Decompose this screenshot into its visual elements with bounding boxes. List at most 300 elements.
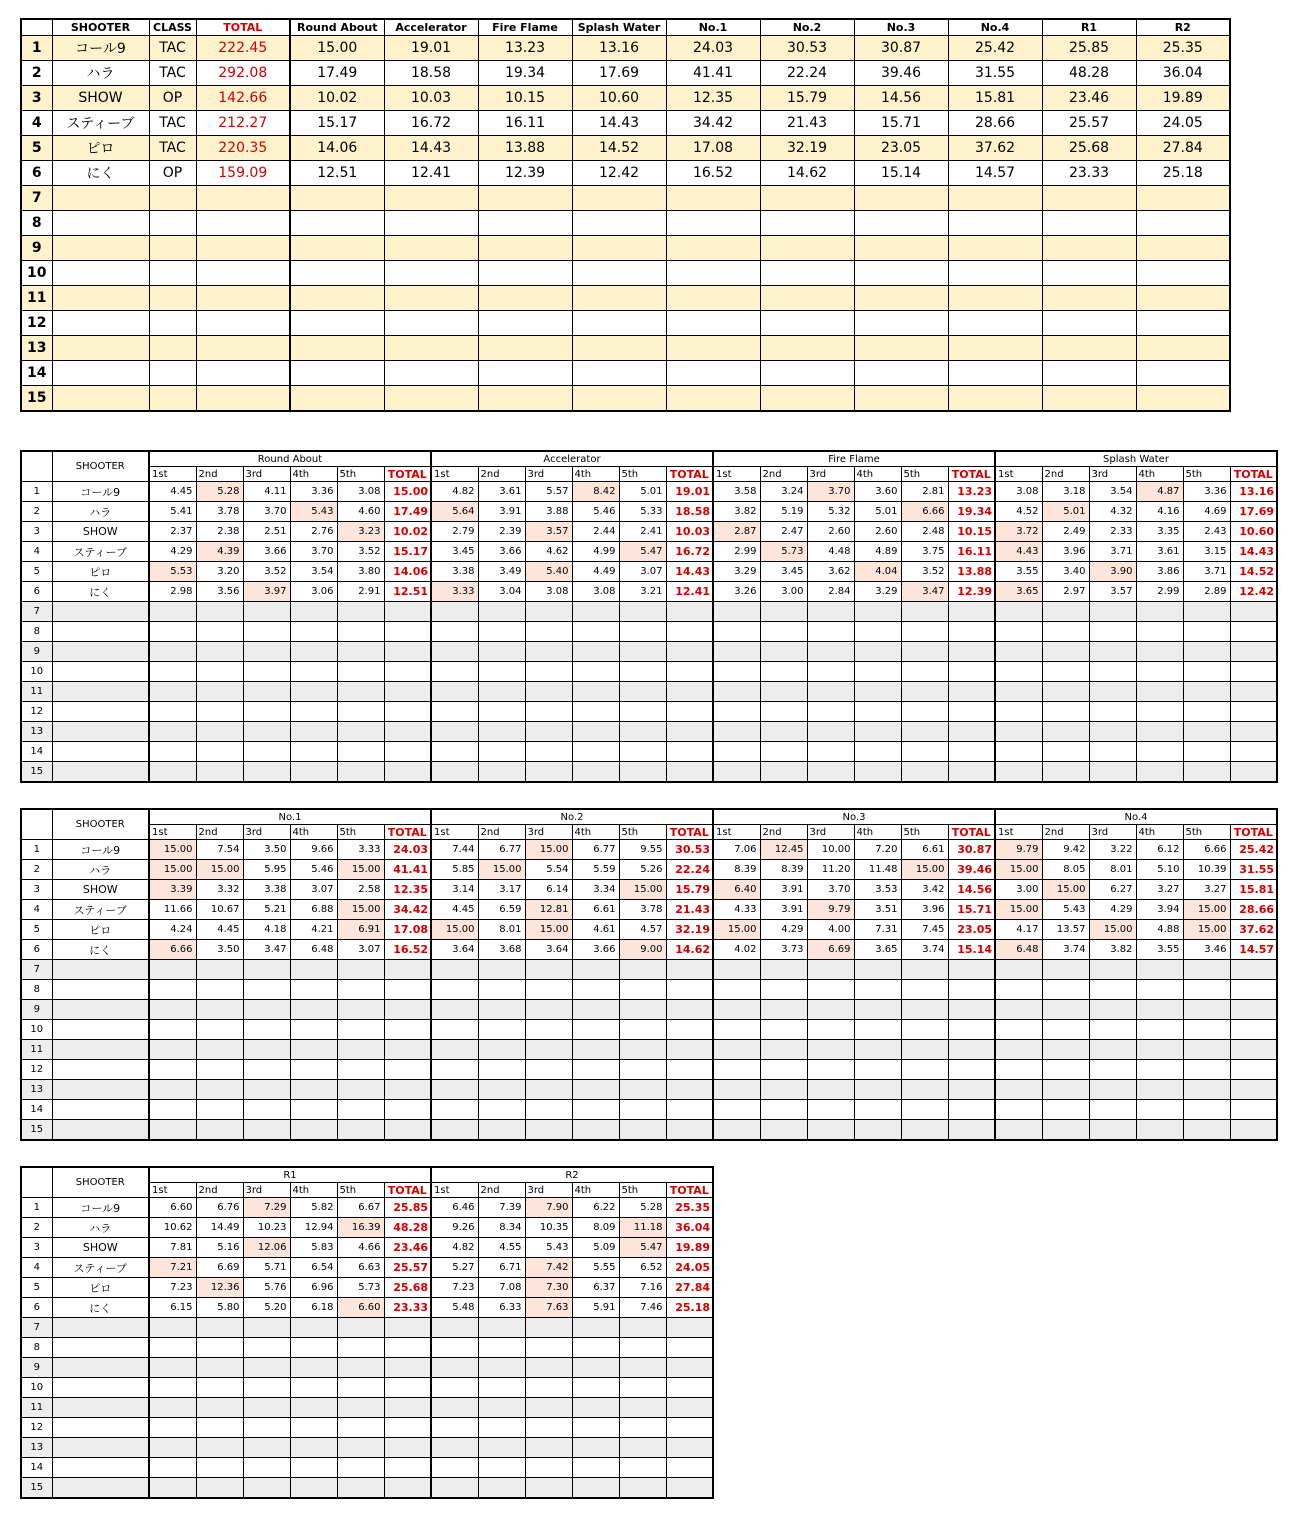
stage-total-cell: 10.60 — [1230, 522, 1277, 542]
run-time-cell — [478, 762, 525, 783]
stage-total-cell: 15.00 — [384, 482, 431, 502]
stage-time-cell: 25.85 — [1042, 36, 1136, 61]
run-header: 2nd — [1042, 825, 1089, 840]
run-time-cell — [1136, 762, 1183, 783]
run-time-cell — [431, 1318, 478, 1338]
run-time-cell — [713, 722, 760, 742]
run-header: 5th — [901, 467, 948, 482]
run-time-cell: 3.20 — [196, 562, 243, 582]
shooter-name — [52, 1418, 149, 1438]
run-time-cell — [525, 1120, 572, 1141]
run-time-cell: 2.60 — [854, 522, 901, 542]
run-time-cell — [619, 1100, 666, 1120]
stage-total-cell — [384, 1020, 431, 1040]
shooter-name: ハラ — [52, 502, 149, 522]
run-time-cell — [290, 742, 337, 762]
stage-time-cell — [290, 211, 384, 236]
run-time-cell: 6.27 — [1089, 880, 1136, 900]
run-time-cell: 10.23 — [243, 1218, 290, 1238]
detail-row — [21, 1398, 713, 1418]
class-cell: TAC — [149, 136, 196, 161]
run-time-cell: 4.57 — [619, 920, 666, 940]
run-header: 5th — [1183, 825, 1230, 840]
run-time-cell — [478, 1458, 525, 1478]
run-header: 4th — [854, 467, 901, 482]
run-time-cell: 6.66 — [901, 502, 948, 522]
run-time-cell — [337, 1398, 384, 1418]
run-time-cell — [243, 1418, 290, 1438]
run-time-cell: 3.52 — [337, 542, 384, 562]
detail-row — [21, 1060, 1277, 1080]
run-time-cell — [572, 1040, 619, 1060]
stage-time-cell — [760, 311, 854, 336]
stage-name-header: Round About — [149, 451, 431, 467]
run-time-cell — [807, 642, 854, 662]
stage-total-cell — [666, 1478, 713, 1499]
run-time-cell: 3.70 — [243, 502, 290, 522]
run-time-cell — [149, 1358, 196, 1378]
run-time-cell — [807, 960, 854, 980]
run-time-cell: 11.48 — [854, 860, 901, 880]
run-header: 5th — [337, 467, 384, 482]
stage-total-cell — [1230, 1120, 1277, 1141]
run-time-cell — [995, 622, 1042, 642]
run-header: 1st — [149, 825, 196, 840]
stage-time-cell: 10.02 — [290, 86, 384, 111]
run-time-cell — [196, 1020, 243, 1040]
run-time-cell — [572, 1120, 619, 1141]
stage-time-cell — [290, 261, 384, 286]
run-time-cell: 3.65 — [854, 940, 901, 960]
total-cell: 212.27 — [196, 111, 290, 136]
run-time-cell: 2.43 — [1183, 522, 1230, 542]
run-time-cell — [1089, 762, 1136, 783]
run-time-cell — [431, 1418, 478, 1438]
run-time-cell: 4.82 — [431, 482, 478, 502]
run-time-cell: 3.68 — [478, 940, 525, 960]
stage-time-cell — [1042, 286, 1136, 311]
run-time-cell: 15.00 — [995, 900, 1042, 920]
run-time-cell: 6.60 — [337, 1298, 384, 1318]
shooter-name — [52, 980, 149, 1000]
stage-time-cell: 10.15 — [478, 86, 572, 111]
run-header: 1st — [431, 825, 478, 840]
stage-time-cell — [760, 286, 854, 311]
run-time-cell — [854, 642, 901, 662]
run-time-cell: 5.73 — [760, 542, 807, 562]
run-time-cell: 4.69 — [1183, 502, 1230, 522]
run-time-cell: 3.21 — [619, 582, 666, 602]
run-time-cell — [619, 602, 666, 622]
run-time-cell — [243, 722, 290, 742]
run-time-cell: 3.74 — [901, 940, 948, 960]
shooter-name: SHOW — [52, 1238, 149, 1258]
row-number: 13 — [21, 1080, 52, 1100]
stage-total-cell — [384, 662, 431, 682]
summary-header-cell: R2 — [1136, 19, 1230, 36]
shooter-name: ピロ — [52, 562, 149, 582]
run-time-cell: 4.39 — [196, 542, 243, 562]
stage-name-header: Fire Flame — [713, 451, 995, 467]
stage-time-cell — [948, 211, 1042, 236]
stage-time-cell: 23.33 — [1042, 161, 1136, 186]
run-time-cell — [807, 742, 854, 762]
run-time-cell — [196, 1338, 243, 1358]
run-time-cell — [807, 980, 854, 1000]
run-time-cell — [1042, 980, 1089, 1000]
stage-total-cell: 25.35 — [666, 1198, 713, 1218]
stage-total-cell: 18.58 — [666, 502, 713, 522]
run-time-cell — [149, 622, 196, 642]
run-time-cell — [525, 682, 572, 702]
run-time-cell — [243, 682, 290, 702]
run-time-cell: 15.00 — [337, 900, 384, 920]
run-time-cell — [619, 722, 666, 742]
run-time-cell — [619, 762, 666, 783]
run-time-cell — [525, 1418, 572, 1438]
run-time-cell: 5.01 — [1042, 502, 1089, 522]
run-time-cell: 7.31 — [854, 920, 901, 940]
run-time-cell: 6.63 — [337, 1258, 384, 1278]
run-time-cell — [337, 1020, 384, 1040]
stage-total-cell — [384, 1120, 431, 1141]
shooter-name — [52, 622, 149, 642]
run-time-cell — [149, 1000, 196, 1020]
run-time-cell: 5.80 — [196, 1298, 243, 1318]
run-time-cell — [431, 1438, 478, 1458]
run-time-cell: 3.23 — [337, 522, 384, 542]
run-time-cell — [995, 980, 1042, 1000]
row-number: 15 — [21, 1120, 52, 1141]
run-time-cell — [572, 602, 619, 622]
run-time-cell: 5.47 — [619, 1238, 666, 1258]
run-time-cell — [760, 1040, 807, 1060]
run-time-cell — [995, 1020, 1042, 1040]
run-header: 2nd — [760, 467, 807, 482]
run-time-cell — [760, 682, 807, 702]
run-time-cell — [1136, 960, 1183, 980]
run-time-cell: 5.43 — [1042, 900, 1089, 920]
run-time-cell — [572, 1100, 619, 1120]
stage-total-cell: 19.89 — [666, 1238, 713, 1258]
run-time-cell — [760, 742, 807, 762]
run-time-cell — [572, 1358, 619, 1378]
stage-total-cell — [666, 1060, 713, 1080]
stage-time-cell — [1042, 336, 1136, 361]
run-time-cell: 7.42 — [525, 1258, 572, 1278]
run-time-cell — [901, 622, 948, 642]
run-time-cell — [854, 1020, 901, 1040]
stage-time-cell: 37.62 — [948, 136, 1042, 161]
run-time-cell: 5.20 — [243, 1298, 290, 1318]
class-cell — [149, 186, 196, 211]
shooter-name — [52, 186, 149, 211]
stage-total-cell — [384, 722, 431, 742]
stage-total-cell — [948, 662, 995, 682]
run-time-cell: 15.00 — [901, 860, 948, 880]
shooter-header: SHOOTER — [52, 1167, 149, 1198]
run-time-cell — [1042, 1120, 1089, 1141]
run-time-cell — [1136, 742, 1183, 762]
run-time-cell — [478, 642, 525, 662]
detail-row — [21, 1358, 713, 1378]
stage-total-cell — [1230, 1100, 1277, 1120]
run-time-cell — [1042, 602, 1089, 622]
run-time-cell — [196, 1398, 243, 1418]
detail-row — [21, 482, 1277, 502]
total-cell — [196, 286, 290, 311]
run-time-cell — [1042, 1020, 1089, 1040]
run-time-cell: 3.00 — [995, 880, 1042, 900]
row-number: 3 — [21, 1238, 52, 1258]
run-time-cell — [572, 960, 619, 980]
shooter-name — [52, 1318, 149, 1338]
stage-time-cell — [854, 386, 948, 412]
run-time-cell — [995, 662, 1042, 682]
run-time-cell: 3.07 — [290, 880, 337, 900]
run-time-cell — [572, 642, 619, 662]
class-cell — [149, 336, 196, 361]
total-header: TOTAL — [1230, 467, 1277, 482]
run-time-cell — [478, 960, 525, 980]
stage-name-header: R1 — [149, 1167, 431, 1183]
run-time-cell — [619, 1040, 666, 1060]
stage-total-cell — [1230, 1060, 1277, 1080]
class-cell — [149, 361, 196, 386]
run-time-cell — [854, 722, 901, 742]
stage-total-cell: 14.52 — [1230, 562, 1277, 582]
stage-time-cell: 14.43 — [384, 136, 478, 161]
run-time-cell: 3.70 — [807, 880, 854, 900]
stage-total-cell — [384, 642, 431, 662]
stage-time-cell — [1042, 236, 1136, 261]
run-time-cell — [619, 1000, 666, 1020]
run-time-cell: 4.52 — [995, 502, 1042, 522]
run-time-cell — [572, 722, 619, 742]
row-number: 9 — [21, 1000, 52, 1020]
detail-row — [21, 1378, 713, 1398]
run-time-cell — [713, 622, 760, 642]
run-time-cell — [478, 1318, 525, 1338]
run-time-cell — [713, 762, 760, 783]
run-time-cell — [243, 1398, 290, 1418]
run-time-cell — [290, 1418, 337, 1438]
total-header: TOTAL — [384, 1183, 431, 1198]
row-number: 7 — [21, 960, 52, 980]
run-time-cell — [337, 702, 384, 722]
run-time-cell: 7.23 — [431, 1278, 478, 1298]
run-time-cell: 3.47 — [901, 582, 948, 602]
run-header: 2nd — [478, 1183, 525, 1198]
run-time-cell — [290, 1120, 337, 1141]
stage-total-cell: 25.57 — [384, 1258, 431, 1278]
run-time-cell — [196, 1120, 243, 1141]
run-time-cell — [1089, 1120, 1136, 1141]
stage-total-cell — [384, 1040, 431, 1060]
run-time-cell — [807, 602, 854, 622]
run-time-cell: 5.46 — [290, 860, 337, 880]
run-time-cell — [572, 702, 619, 722]
run-time-cell: 7.81 — [149, 1238, 196, 1258]
run-time-cell: 3.29 — [713, 562, 760, 582]
detail-row — [21, 920, 1277, 940]
run-time-cell: 3.50 — [196, 940, 243, 960]
row-number: 5 — [21, 1278, 52, 1298]
shooter-name — [52, 1398, 149, 1418]
run-time-cell — [807, 1060, 854, 1080]
run-time-cell — [1089, 602, 1136, 622]
run-time-cell — [1136, 1080, 1183, 1100]
stage-time-cell — [948, 311, 1042, 336]
run-time-cell: 3.49 — [478, 562, 525, 582]
run-time-cell: 2.97 — [1042, 582, 1089, 602]
run-time-cell: 5.41 — [149, 502, 196, 522]
run-header: 1st — [431, 1183, 478, 1198]
stage-time-cell — [948, 261, 1042, 286]
run-time-cell — [619, 1020, 666, 1040]
run-time-cell: 2.49 — [1042, 522, 1089, 542]
stage-time-cell: 34.42 — [666, 111, 760, 136]
run-time-cell — [525, 1318, 572, 1338]
run-time-cell — [807, 702, 854, 722]
run-time-cell: 5.48 — [431, 1298, 478, 1318]
stage-total-cell — [666, 1120, 713, 1141]
run-time-cell — [478, 722, 525, 742]
run-time-cell — [901, 722, 948, 742]
shooter-name — [52, 960, 149, 980]
run-time-cell — [243, 1338, 290, 1358]
detail-row — [21, 722, 1277, 742]
run-time-cell — [760, 702, 807, 722]
run-time-cell — [149, 1060, 196, 1080]
stage-total-cell: 30.53 — [666, 840, 713, 860]
run-time-cell: 5.83 — [290, 1238, 337, 1258]
shooter-name: SHOW — [52, 880, 149, 900]
total-cell: 159.09 — [196, 161, 290, 186]
run-time-cell — [243, 1060, 290, 1080]
run-time-cell: 3.52 — [243, 562, 290, 582]
run-time-cell — [196, 662, 243, 682]
stage-total-cell: 23.05 — [948, 920, 995, 940]
stage-name-header: Accelerator — [431, 451, 713, 467]
shooter-name — [52, 1458, 149, 1478]
run-time-cell: 4.66 — [337, 1238, 384, 1258]
run-time-cell: 5.32 — [807, 502, 854, 522]
run-time-cell — [337, 662, 384, 682]
summary-row — [21, 361, 1230, 386]
stage-time-cell: 21.43 — [760, 111, 854, 136]
run-time-cell — [995, 602, 1042, 622]
run-time-cell: 12.94 — [290, 1218, 337, 1238]
run-time-cell — [572, 682, 619, 702]
shooter-name: スティーブ — [52, 900, 149, 920]
run-time-cell: 6.40 — [713, 880, 760, 900]
row-number: 14 — [21, 1100, 52, 1120]
run-time-cell: 5.73 — [337, 1278, 384, 1298]
stage-time-cell: 18.58 — [384, 61, 478, 86]
total-header: TOTAL — [384, 825, 431, 840]
stage-time-cell: 14.06 — [290, 136, 384, 161]
run-time-cell: 10.62 — [149, 1218, 196, 1238]
run-time-cell — [1042, 1080, 1089, 1100]
run-time-cell — [713, 742, 760, 762]
run-time-cell — [290, 682, 337, 702]
run-time-cell: 2.39 — [478, 522, 525, 542]
stage-total-cell: 12.42 — [1230, 582, 1277, 602]
run-time-cell: 7.39 — [478, 1198, 525, 1218]
stage-time-cell — [666, 361, 760, 386]
shooter-name — [52, 602, 149, 622]
run-time-cell — [713, 682, 760, 702]
shooter-name — [52, 1000, 149, 1020]
stage-name-header: R2 — [431, 1167, 713, 1183]
stage-time-cell — [290, 336, 384, 361]
row-number: 6 — [21, 161, 52, 186]
stage-time-cell: 32.19 — [760, 136, 854, 161]
stage-total-cell — [384, 1080, 431, 1100]
row-number: 5 — [21, 920, 52, 940]
run-time-cell: 15.00 — [1042, 880, 1089, 900]
run-time-cell: 2.60 — [807, 522, 854, 542]
stage-total-cell: 14.56 — [948, 880, 995, 900]
run-time-cell — [478, 1398, 525, 1418]
run-header: 2nd — [478, 825, 525, 840]
run-time-cell: 13.57 — [1042, 920, 1089, 940]
run-time-cell: 7.54 — [196, 840, 243, 860]
stage-total-cell — [666, 622, 713, 642]
run-time-cell: 15.00 — [1183, 920, 1230, 940]
run-time-cell — [854, 1040, 901, 1060]
run-time-cell — [243, 1378, 290, 1398]
run-time-cell: 3.65 — [995, 582, 1042, 602]
stage-time-cell — [478, 311, 572, 336]
run-time-cell: 7.46 — [619, 1298, 666, 1318]
run-time-cell: 3.34 — [572, 880, 619, 900]
run-time-cell — [854, 622, 901, 642]
run-time-cell — [478, 1020, 525, 1040]
run-time-cell — [572, 762, 619, 783]
run-time-cell: 4.29 — [149, 542, 196, 562]
total-cell — [196, 211, 290, 236]
run-time-cell — [290, 1478, 337, 1499]
run-time-cell — [149, 722, 196, 742]
run-time-cell: 2.99 — [1136, 582, 1183, 602]
stage-time-cell — [760, 236, 854, 261]
row-number: 15 — [21, 386, 52, 412]
run-time-cell — [995, 1060, 1042, 1080]
stage-time-cell — [760, 386, 854, 412]
stage-total-cell: 15.17 — [384, 542, 431, 562]
stage-total-cell — [384, 1458, 431, 1478]
stage-total-cell — [1230, 1080, 1277, 1100]
stage-time-cell — [854, 361, 948, 386]
run-time-cell — [1136, 722, 1183, 742]
run-time-cell — [572, 742, 619, 762]
run-time-cell — [337, 1478, 384, 1499]
run-time-cell — [1089, 980, 1136, 1000]
total-header: TOTAL — [948, 825, 995, 840]
run-time-cell — [995, 722, 1042, 742]
stage-total-cell: 10.02 — [384, 522, 431, 542]
run-header: 2nd — [478, 467, 525, 482]
run-time-cell: 6.18 — [290, 1298, 337, 1318]
run-time-cell — [337, 722, 384, 742]
run-header: 5th — [619, 825, 666, 840]
run-time-cell: 5.57 — [525, 482, 572, 502]
stage-time-cell — [290, 186, 384, 211]
run-time-cell — [1136, 662, 1183, 682]
stage-total-cell — [666, 960, 713, 980]
